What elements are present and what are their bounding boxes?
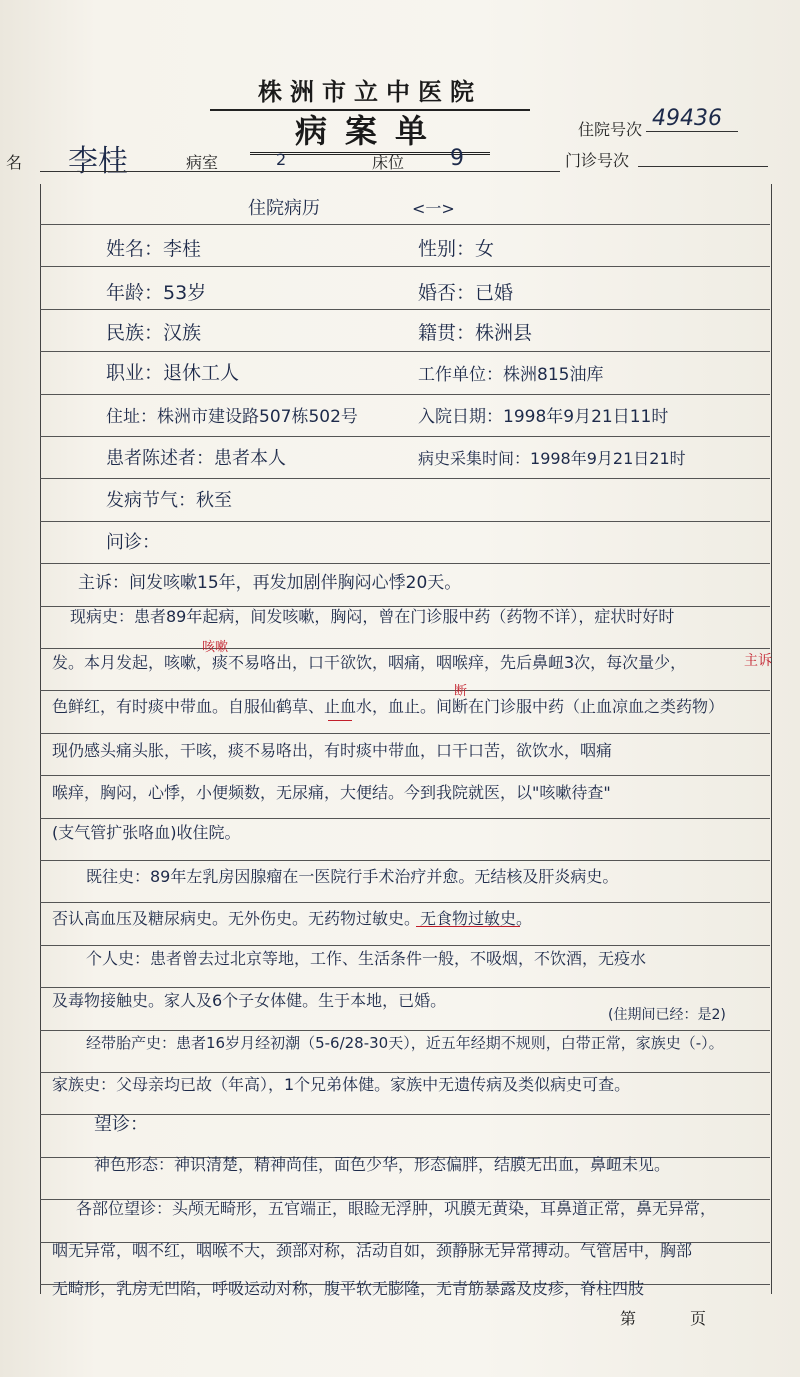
hospital-name: 株洲市立中医院 bbox=[210, 72, 530, 111]
ward-value: 2 bbox=[276, 150, 287, 169]
history-line: 家族史：父母亲均已故（年高），1个兄弟体健。家族中无遗传病及类似病史可查。 bbox=[52, 1075, 631, 1094]
field-sex: 性别：女 bbox=[418, 238, 495, 260]
history-line: 个人史：患者曾去过北京等地，工作、生活条件一般，不吸烟，不饮酒，无疫水 bbox=[86, 949, 647, 968]
inquiry-heading: 问诊： bbox=[106, 532, 160, 553]
ruled-line bbox=[40, 563, 770, 564]
ruled-line bbox=[40, 351, 770, 352]
exam-line: 咽无异常，咽不红，咽喉不大，颈部对称，活动自如，颈静脉无异常搏动。气管居中，胸部 bbox=[52, 1241, 693, 1260]
ruled-line bbox=[40, 902, 770, 903]
ruled-line bbox=[40, 1030, 770, 1031]
outpatient-line bbox=[638, 166, 768, 167]
name-row-line bbox=[40, 171, 560, 172]
exam-line: 无畸形，乳房无凹陷，呼吸运动对称，腹平软无膨隆，无青筋暴露及皮疹，脊柱四肢 bbox=[52, 1279, 645, 1298]
field-address: 住址：株洲市建设路507栋502号 bbox=[106, 407, 358, 427]
ruled-line bbox=[40, 394, 770, 395]
record-number: <一> bbox=[412, 199, 455, 218]
ruled-line bbox=[40, 648, 770, 649]
ruled-line bbox=[40, 775, 770, 776]
bed-value: 9 bbox=[450, 146, 464, 171]
history-line: 现病史：患者89年起病，间发咳嗽，胸闷，曾在门诊服中药（药物不详），症状时好时 bbox=[70, 607, 675, 626]
history-line: 发。本月发起，咳嗽，痰不易咯出，口干欲饮，咽痛，咽喉痒，先后鼻衄3次，每次量少， bbox=[52, 653, 687, 672]
page-suffix: 页 bbox=[690, 1309, 707, 1328]
field-native-place: 籍贯：株洲县 bbox=[418, 322, 533, 344]
ruled-line bbox=[40, 521, 770, 522]
ruled-line bbox=[40, 266, 770, 267]
name-label: 名 bbox=[6, 153, 23, 172]
admission-no: 49436 bbox=[652, 106, 722, 131]
field-marital: 婚否：已婚 bbox=[418, 282, 514, 304]
form-title: 病案单 bbox=[250, 106, 490, 155]
red-underline bbox=[416, 926, 520, 927]
history-line: 否认高血压及糖尿病史。无外伤史。无药物过敏史。无食物过敏史。 bbox=[52, 909, 533, 928]
patient-name: 李桂 bbox=[68, 144, 128, 179]
field-age: 年龄：53岁 bbox=[106, 282, 207, 304]
field-occupation: 职业：退休工人 bbox=[106, 362, 240, 384]
history-line: 喉痒，胸闷，心悸，小便频数，无尿痛，大便结。今到我院就医，以"咳嗽待查" bbox=[52, 783, 611, 802]
margin-note: (住期间已经：是2) bbox=[608, 1007, 726, 1023]
red-correction-mark: 咳嗽 bbox=[202, 640, 229, 655]
ruled-line bbox=[40, 1114, 770, 1115]
field-ethnicity: 民族：汉族 bbox=[106, 322, 202, 344]
ruled-line bbox=[40, 224, 770, 225]
exam-line: 神色形态：神识清楚，精神尚佳，面色少华，形态偏胖，结膜无出血，鼻衄未见。 bbox=[94, 1155, 671, 1174]
chief-complaint: 主诉：间发咳嗽15年，再发加剧伴胸闷心悸20天。 bbox=[78, 573, 462, 593]
ruled-line bbox=[40, 436, 770, 437]
bed-label: 床位 bbox=[372, 153, 405, 172]
admission-no-label: 住院号次 bbox=[578, 120, 643, 139]
outpatient-label: 门诊号次 bbox=[565, 151, 630, 170]
ruled-line bbox=[40, 478, 770, 479]
ward-label: 病室 bbox=[186, 153, 219, 172]
field-workplace: 工作单位：株洲815油库 bbox=[418, 365, 604, 385]
history-line: 现仍感头痛头胀，干咳，痰不易咯出，有时痰中带血，口干口苦，欲饮水，咽痛 bbox=[52, 741, 613, 760]
red-correction-mark: 主诉 bbox=[744, 653, 772, 669]
ruled-line bbox=[40, 733, 770, 734]
history-line: 色鲜红，有时痰中带血。自服仙鹤草、止血水，血止。间断在门诊服中药（止血凉血之类药物） bbox=[52, 697, 725, 716]
ruled-line bbox=[40, 860, 770, 861]
field-onset-season: 发病节气：秋至 bbox=[106, 490, 232, 511]
history-line: 既往史：89年左乳房因腺瘤在一医院行手术治疗并愈。无结核及肝炎病史。 bbox=[86, 867, 619, 886]
exam-line: 各部位望诊：头颅无畸形，五官端正，眼睑无浮肿，巩膜无黄染，耳鼻道正常，鼻无异常， bbox=[76, 1199, 717, 1218]
ruled-line bbox=[40, 690, 770, 691]
admission-no-line bbox=[646, 131, 738, 132]
red-correction-mark: 断 bbox=[454, 684, 468, 699]
field-informant: 患者陈述者：患者本人 bbox=[106, 448, 286, 469]
record-title: 住院病历 bbox=[248, 198, 320, 219]
history-line: 及毒物接触史。家人及6个子女体健。生于本地，已婚。 bbox=[52, 991, 447, 1010]
history-line: 经带胎产史：患者16岁月经初潮（5-6/28-30天），近五年经期不规则，白带正常，家族史（-）。 bbox=[86, 1034, 724, 1052]
exam-heading: 望诊： bbox=[94, 1114, 148, 1135]
field-name: 姓名：李桂 bbox=[106, 238, 202, 260]
field-admission-date: 入院日期：1998年9月21日11时 bbox=[418, 407, 669, 427]
history-line: (支气管扩张咯血)收住院。 bbox=[52, 823, 241, 842]
field-history-time: 病史采集时间：1998年9月21日21时 bbox=[418, 449, 686, 468]
page-prefix: 第 bbox=[620, 1309, 637, 1328]
red-underline bbox=[328, 720, 352, 721]
ruled-line bbox=[40, 309, 770, 310]
ruled-line bbox=[40, 818, 770, 819]
